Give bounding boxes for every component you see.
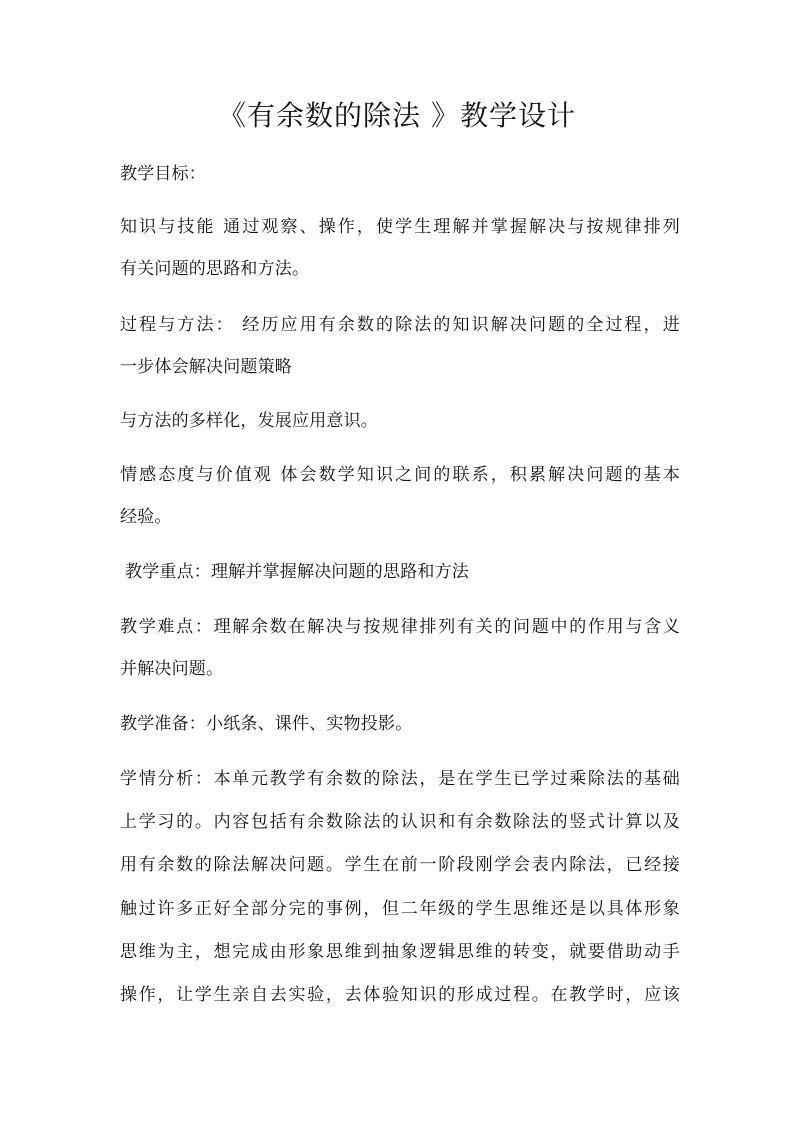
paragraph-line: 触过许多正好全部分完的事例，但二年级的学生思维还是以具体形象 [120, 899, 680, 919]
paragraph-line: 操作，让学生亲自去实验，去体验知识的形成过程。在教学时，应该 [120, 985, 680, 1005]
paragraph-line: 知识与技能 通过观察、操作，使学生理解并掌握解决与按规律排列 [120, 217, 680, 237]
paragraph-line: 教学重点：理解并掌握解决问题的思路和方法 [125, 562, 469, 582]
paragraph-line: 过程与方法： 经历应用有余数的除法的知识解决问题的全过程，进 [120, 315, 680, 335]
document-title: 《有余数的除法 》教学设计 [218, 99, 576, 132]
paragraph-line: 上学习的。内容包括有余数除法的认识和有余数除法的竖式计算以及 [120, 812, 680, 832]
paragraph-line: 学情分析：本单元教学有余数的除法，是在学生已学过乘除法的基础 [120, 769, 680, 789]
paragraph-line: 与方法的多样化，发展应用意识。 [120, 411, 378, 431]
paragraph-line: 用有余数的除法解决问题。学生在前一阶段刚学会表内除法，已经接 [120, 855, 680, 875]
paragraph-line: 情感态度与价值观 体会数学知识之间的联系，积累解决问题的基本 [120, 465, 680, 485]
paragraph-line: 教学准备：小纸条、课件、实物投影。 [120, 714, 413, 734]
paragraph-line: 有关问题的思路和方法。 [120, 259, 310, 279]
paragraph-line: 教学难点：理解余数在解决与按规律排列有关的问题中的作用与含义 [120, 617, 680, 637]
paragraph-line: 一步体会解决问题策略 [120, 357, 292, 377]
section-heading-objectives: 教学目标： [120, 164, 206, 184]
paragraph-line: 并解决问题。 [120, 659, 224, 679]
paragraph-line: 经验。 [120, 507, 172, 527]
paragraph-line: 思维为主，想完成由形象思维到抽象逻辑思维的转变，就要借助动手 [120, 942, 680, 962]
